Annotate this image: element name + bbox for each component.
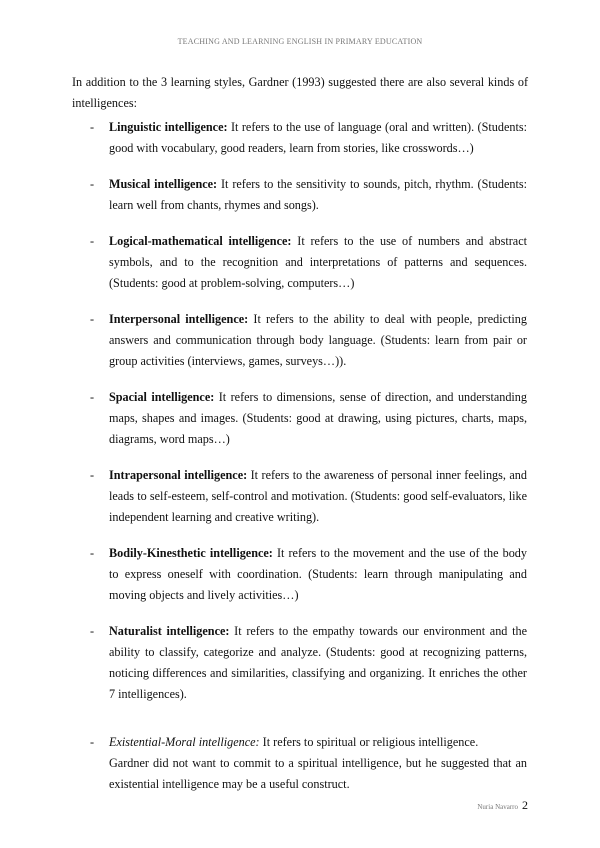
intelligences-list [0,117,600,810]
item-text: It refers to the awareness of personal inner feelings, and leads to self-esteem, self-control and motivation. (Students: good self-evaluators, like independent learning and creative writing). [109,468,527,524]
item-text: It refers to the ability to deal with people, predicting answers and communication through body language. (Students: learn from pair or group activities (interviews, games, surveys…)). [109,312,527,368]
list-dash: - [90,234,95,248]
item-term: Musical intelligence: [109,177,218,191]
list-dash: - [90,177,95,191]
item-text: It refers to the sensitivity to sounds, pitch, rhythm. (Students: learn well from chants, rhymes and songs). [109,177,527,212]
list-dash: - [90,312,95,326]
list-item [90,117,527,159]
item-text: It refers to the movement and the use of the body to express oneself with coordination. (Students: learn through manipulating and moving objects and lively activities…) [109,546,527,602]
footer-author: Nuria Navarro [477,803,518,811]
item-term: Naturalist intelligence: [109,624,230,638]
list-item [90,387,527,450]
item-text: It refers to the use of language (oral and written). (Students: good with vocabulary, good readers, learn from stories, like crosswords…) [109,120,527,155]
item-term: Interpersonal intelligence: [109,312,249,326]
list-item [90,543,527,606]
list-dash: - [90,390,95,404]
item-text: It refers to the use of numbers and abstract symbols, and to the recognition and interpretations of patterns and sequences. (Students: good at problem-solving, computers…) [109,234,527,290]
item-text: It refers to spiritual or religious intelligence. [259,735,479,749]
item-term: Intrapersonal intelligence: [109,468,248,482]
list-item [90,465,527,528]
list-dash: - [90,120,95,134]
item-term: Linguistic intelligence: [109,120,228,134]
item-term: Logical-mathematical intelligence: [109,234,292,248]
list-dash: - [90,624,95,638]
list-item-existential [90,732,527,795]
list-item [90,174,527,216]
list-item [90,621,527,705]
item-text: It refers to dimensions, sense of direction, and understanding maps, shapes and images. (Students: good at drawing, using pictures, charts, maps, diagrams, word maps…) [109,390,527,446]
item-text: It refers to the empathy towards our environment and the ability to classify, categorize and analyze. (Students: good at recognizing patterns, noticing differences and similarities, classifying and organizing. It enriches the other 7 intelligences). [109,624,527,701]
list-item [90,309,527,372]
item-term: Existential-Moral intelligence: [109,735,260,749]
list-dash: - [90,546,95,560]
item-note: Gardner did not want to commit to a spiritual intelligence, but he suggested that an existential intelligence may be a useful construct. [109,756,527,791]
item-term: Bodily-Kinesthetic intelligence: [109,546,273,560]
page-number: 2 [522,798,528,812]
list-dash: - [90,735,95,749]
intro-paragraph: In addition to the 3 learning styles, Gardner (1993) suggested there are also several kinds of intelligences: [72,75,528,110]
page-footer [477,798,528,813]
list-item [90,231,527,294]
running-header: TEACHING AND LEARNING ENGLISH IN PRIMARY EDUCATION [177,37,423,46]
item-term: Spacial intelligence: [109,390,215,404]
list-dash: - [90,468,95,482]
